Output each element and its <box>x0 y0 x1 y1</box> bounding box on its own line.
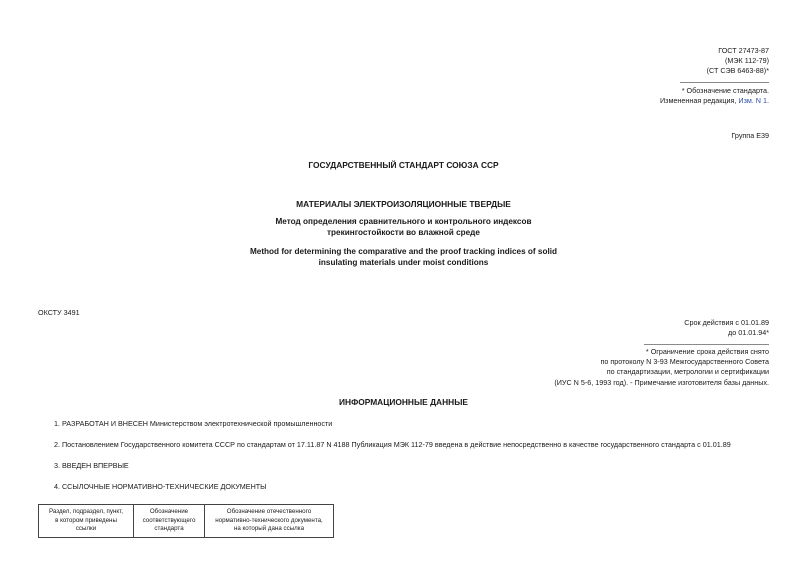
reference-table <box>38 504 334 538</box>
revision-prefix: Измененная редакция, <box>660 96 737 106</box>
iec-number: (МЭК 112-79) <box>725 56 769 66</box>
gost-number: ГОСТ 27473-87 <box>718 46 769 55</box>
st-sev-number: (СТ СЭВ 6463-88)* <box>706 66 769 76</box>
header-footnote <box>660 86 769 106</box>
method-title-en <box>0 247 807 268</box>
method-title-en-line1: Method for determining the comparative and the proof tracking indices of solid <box>249 247 558 256</box>
header-footnote-rule <box>680 82 769 83</box>
method-title-ru-line2: трекингостойкости во влажной среде <box>327 227 480 237</box>
validity-footnote-line1: * Ограничение срока действия снято <box>645 347 769 356</box>
col-standard-header: Обозначение соответствующего стандарта <box>134 505 205 538</box>
validity-footnote-line3: по стандартизации, метрологии и сертификации <box>606 367 769 377</box>
state-standard-title: ГОСУДАРСТВЕННЫЙ СТАНДАРТ СОЮЗА ССР <box>308 160 499 170</box>
validity-from: Срок действия с 01.01.89 <box>684 318 769 327</box>
method-title-en-line2: insulating materials under moist conditions <box>318 257 489 267</box>
validity-to: до 01.01.94* <box>728 328 769 338</box>
info-item-4: 4. ССЫЛОЧНЫЕ НОРМАТИВНО-ТЕХНИЧЕСКИЕ ДОКУМЕНТЫ <box>54 482 267 491</box>
method-title-ru <box>0 217 807 238</box>
revision-note <box>660 96 769 106</box>
validity-footnote-line4: (ИУС N 5-6, 1993 год). - Примечание изготовителя базы данных. <box>554 377 769 387</box>
method-title-ru-line1: Метод определения сравнительного и контрольного индексов <box>275 217 532 226</box>
reference-table-header <box>39 505 334 538</box>
designation-footnote: * Обозначение стандарта. <box>681 86 769 95</box>
header-designation <box>707 46 769 77</box>
info-item-1: 1. РАЗРАБОТАН И ВНЕСЕН Министерством электротехнической промышленности <box>54 419 333 428</box>
validity-footnote-rule <box>644 344 769 345</box>
validity-period <box>684 318 769 338</box>
info-heading: ИНФОРМАЦИОННЫЕ ДАННЫЕ <box>339 397 468 407</box>
materials-title: МАТЕРИАЛЫ ЭЛЕКТРОИЗОЛЯЦИОННЫЕ ТВЕРДЫЕ <box>296 199 511 209</box>
validity-footnote <box>554 347 769 388</box>
revision-suffix: . <box>767 96 769 106</box>
col-section-header: Раздел, подраздел, пункт, в котором приведены ссылки <box>39 505 134 538</box>
validity-footnote-line2: по протоколу N 3-93 Межгосударственного Совета <box>600 357 769 367</box>
revision-link[interactable]: Изм. N 1 <box>738 96 767 106</box>
group-code: Группа Е39 <box>731 131 769 140</box>
okstu-code: ОКСТУ 3491 <box>38 308 80 317</box>
info-item-3: 3. ВВЕДЕН ВПЕРВЫЕ <box>54 461 129 470</box>
col-domestic-doc-header: Обозначение отечественного нормативно-технического документа, на который дана ссылка <box>205 505 334 538</box>
info-item-2: 2. Постановлением Государственного комитета СССР по стандартам от 17.11.87 N 4188 Публикация МЭК 112-79 введена в действие непосредственно в качестве государственного стандарта с 01.01.89 <box>54 440 731 449</box>
